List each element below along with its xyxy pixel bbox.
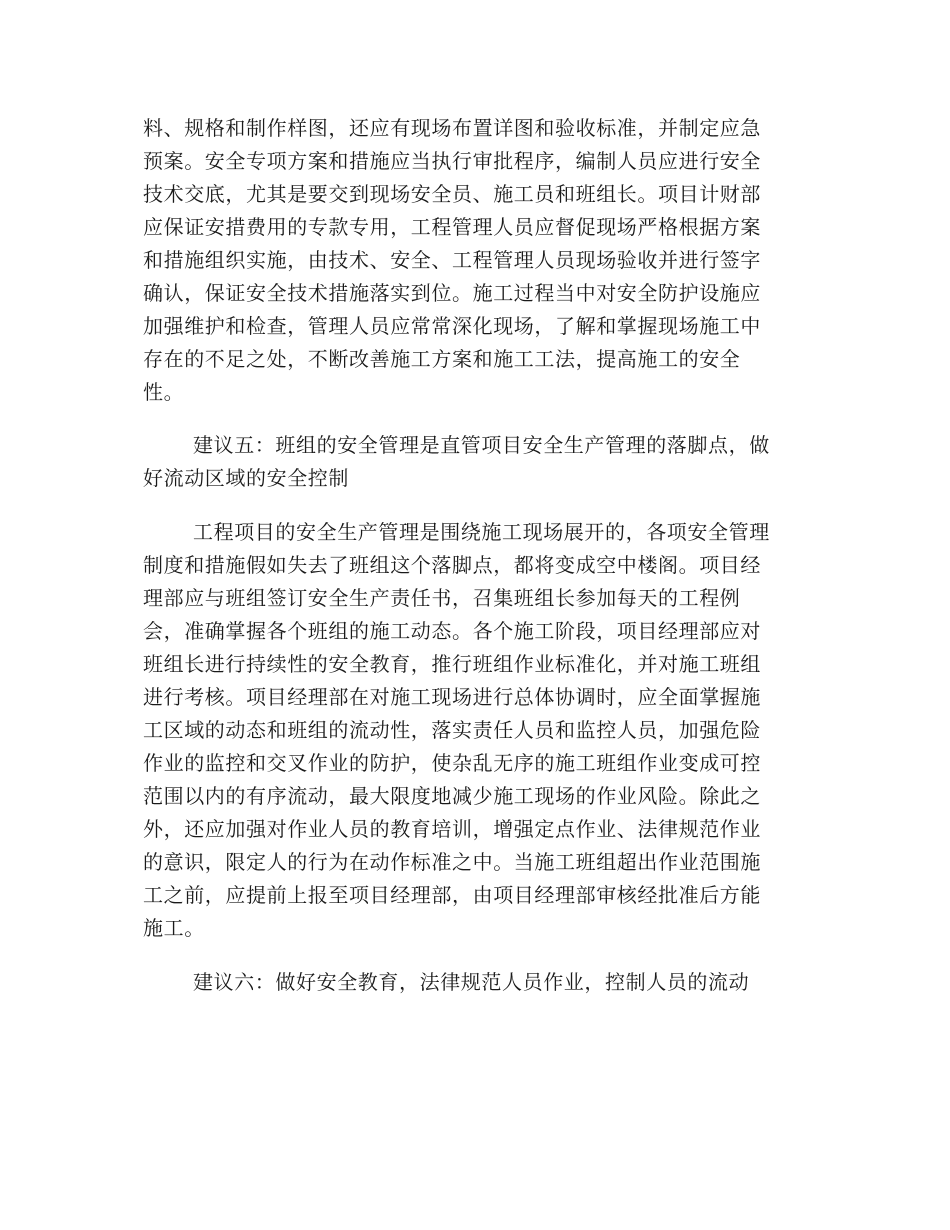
paragraph-1-line-6: 确认，保证安全技术措施落实到位。施工过程当中对安全防护设施应 [143, 281, 761, 305]
paragraph-2-line-9: 范围以内的有序流动，最大限度地减少施工现场的作业风险。除此之 [143, 784, 761, 808]
paragraph-2-line-6: 进行考核。项目经理部在对施工现场进行总体协调时，应全面掌握施 [143, 685, 761, 709]
paragraph-1-line-8: 存在的不足之处，不断改善施工方案和施工工法，提高施工的安全 [143, 347, 741, 371]
paragraph-2-line-10: 外，还应加强对作业人员的教育培训，增强定点作业、法律规范作业 [143, 817, 761, 841]
paragraph-1-line-1: 料、规格和制作样图，还应有现场布置详图和验收标准，并制定应急 [143, 116, 761, 140]
paragraph-1-line-2: 预案。安全专项方案和措施应当执行审批程序，编制人员应进行安全 [143, 149, 761, 173]
paragraph-2-line-7: 工区域的动态和班组的流动性，落实责任人员和监控人员，加强危险 [143, 718, 761, 742]
paragraph-2-line-12: 工之前，应提前上报至项目经理部，由项目经理部审核经批准后方能 [143, 883, 761, 907]
paragraph-2-line-1: 工程项目的安全生产管理是围绕施工现场展开的，各项安全管理 [193, 520, 770, 544]
paragraph-1-line-9: 性。 [143, 380, 185, 404]
paragraph-2-line-5: 班组长进行持续性的安全教育，推行班组作业标准化，并对施工班组 [143, 652, 761, 676]
paragraph-2-line-2: 制度和措施假如失去了班组这个落脚点，都将变成空中楼阁。项目经 [143, 553, 761, 577]
paragraph-1-line-5: 和措施组织实施，由技术、安全、工程管理人员现场验收并进行签字 [143, 248, 761, 272]
paragraph-2-line-4: 会，准确掌握各个班组的施工动态。各个施工阶段，项目经理部应对 [143, 619, 761, 643]
heading-suggestion-6-line-1: 建议六：做好安全教育，法律规范人员作业，控制人员的流动 [193, 970, 750, 994]
paragraph-2-line-8: 作业的监控和交叉作业的防护，使杂乱无序的施工班组作业变成可控 [143, 751, 761, 775]
heading-suggestion-5-line-2: 好流动区域的安全控制 [143, 466, 349, 490]
paragraph-1-line-3: 技术交底，尤其是要交到现场安全员、施工员和班组长。项目计财部 [143, 182, 761, 206]
paragraph-1-line-7: 加强维护和检查，管理人员应常常深化现场，了解和掌握现场施工中 [143, 314, 761, 338]
paragraph-2-line-13: 施工。 [143, 916, 205, 940]
paragraph-2-line-3: 理部应与班组签订安全生产责任书，召集班组长参加每天的工程例 [143, 586, 741, 610]
paragraph-2-line-11: 的意识，限定人的行为在动作标准之中。当施工班组超出作业范围施 [143, 850, 761, 874]
heading-suggestion-5-line-1: 建议五：班组的安全管理是直管项目安全生产管理的落脚点，做 [193, 433, 770, 457]
paragraph-1-line-4: 应保证安措费用的专款专用，工程管理人员应督促现场严格根据方案 [143, 215, 761, 239]
